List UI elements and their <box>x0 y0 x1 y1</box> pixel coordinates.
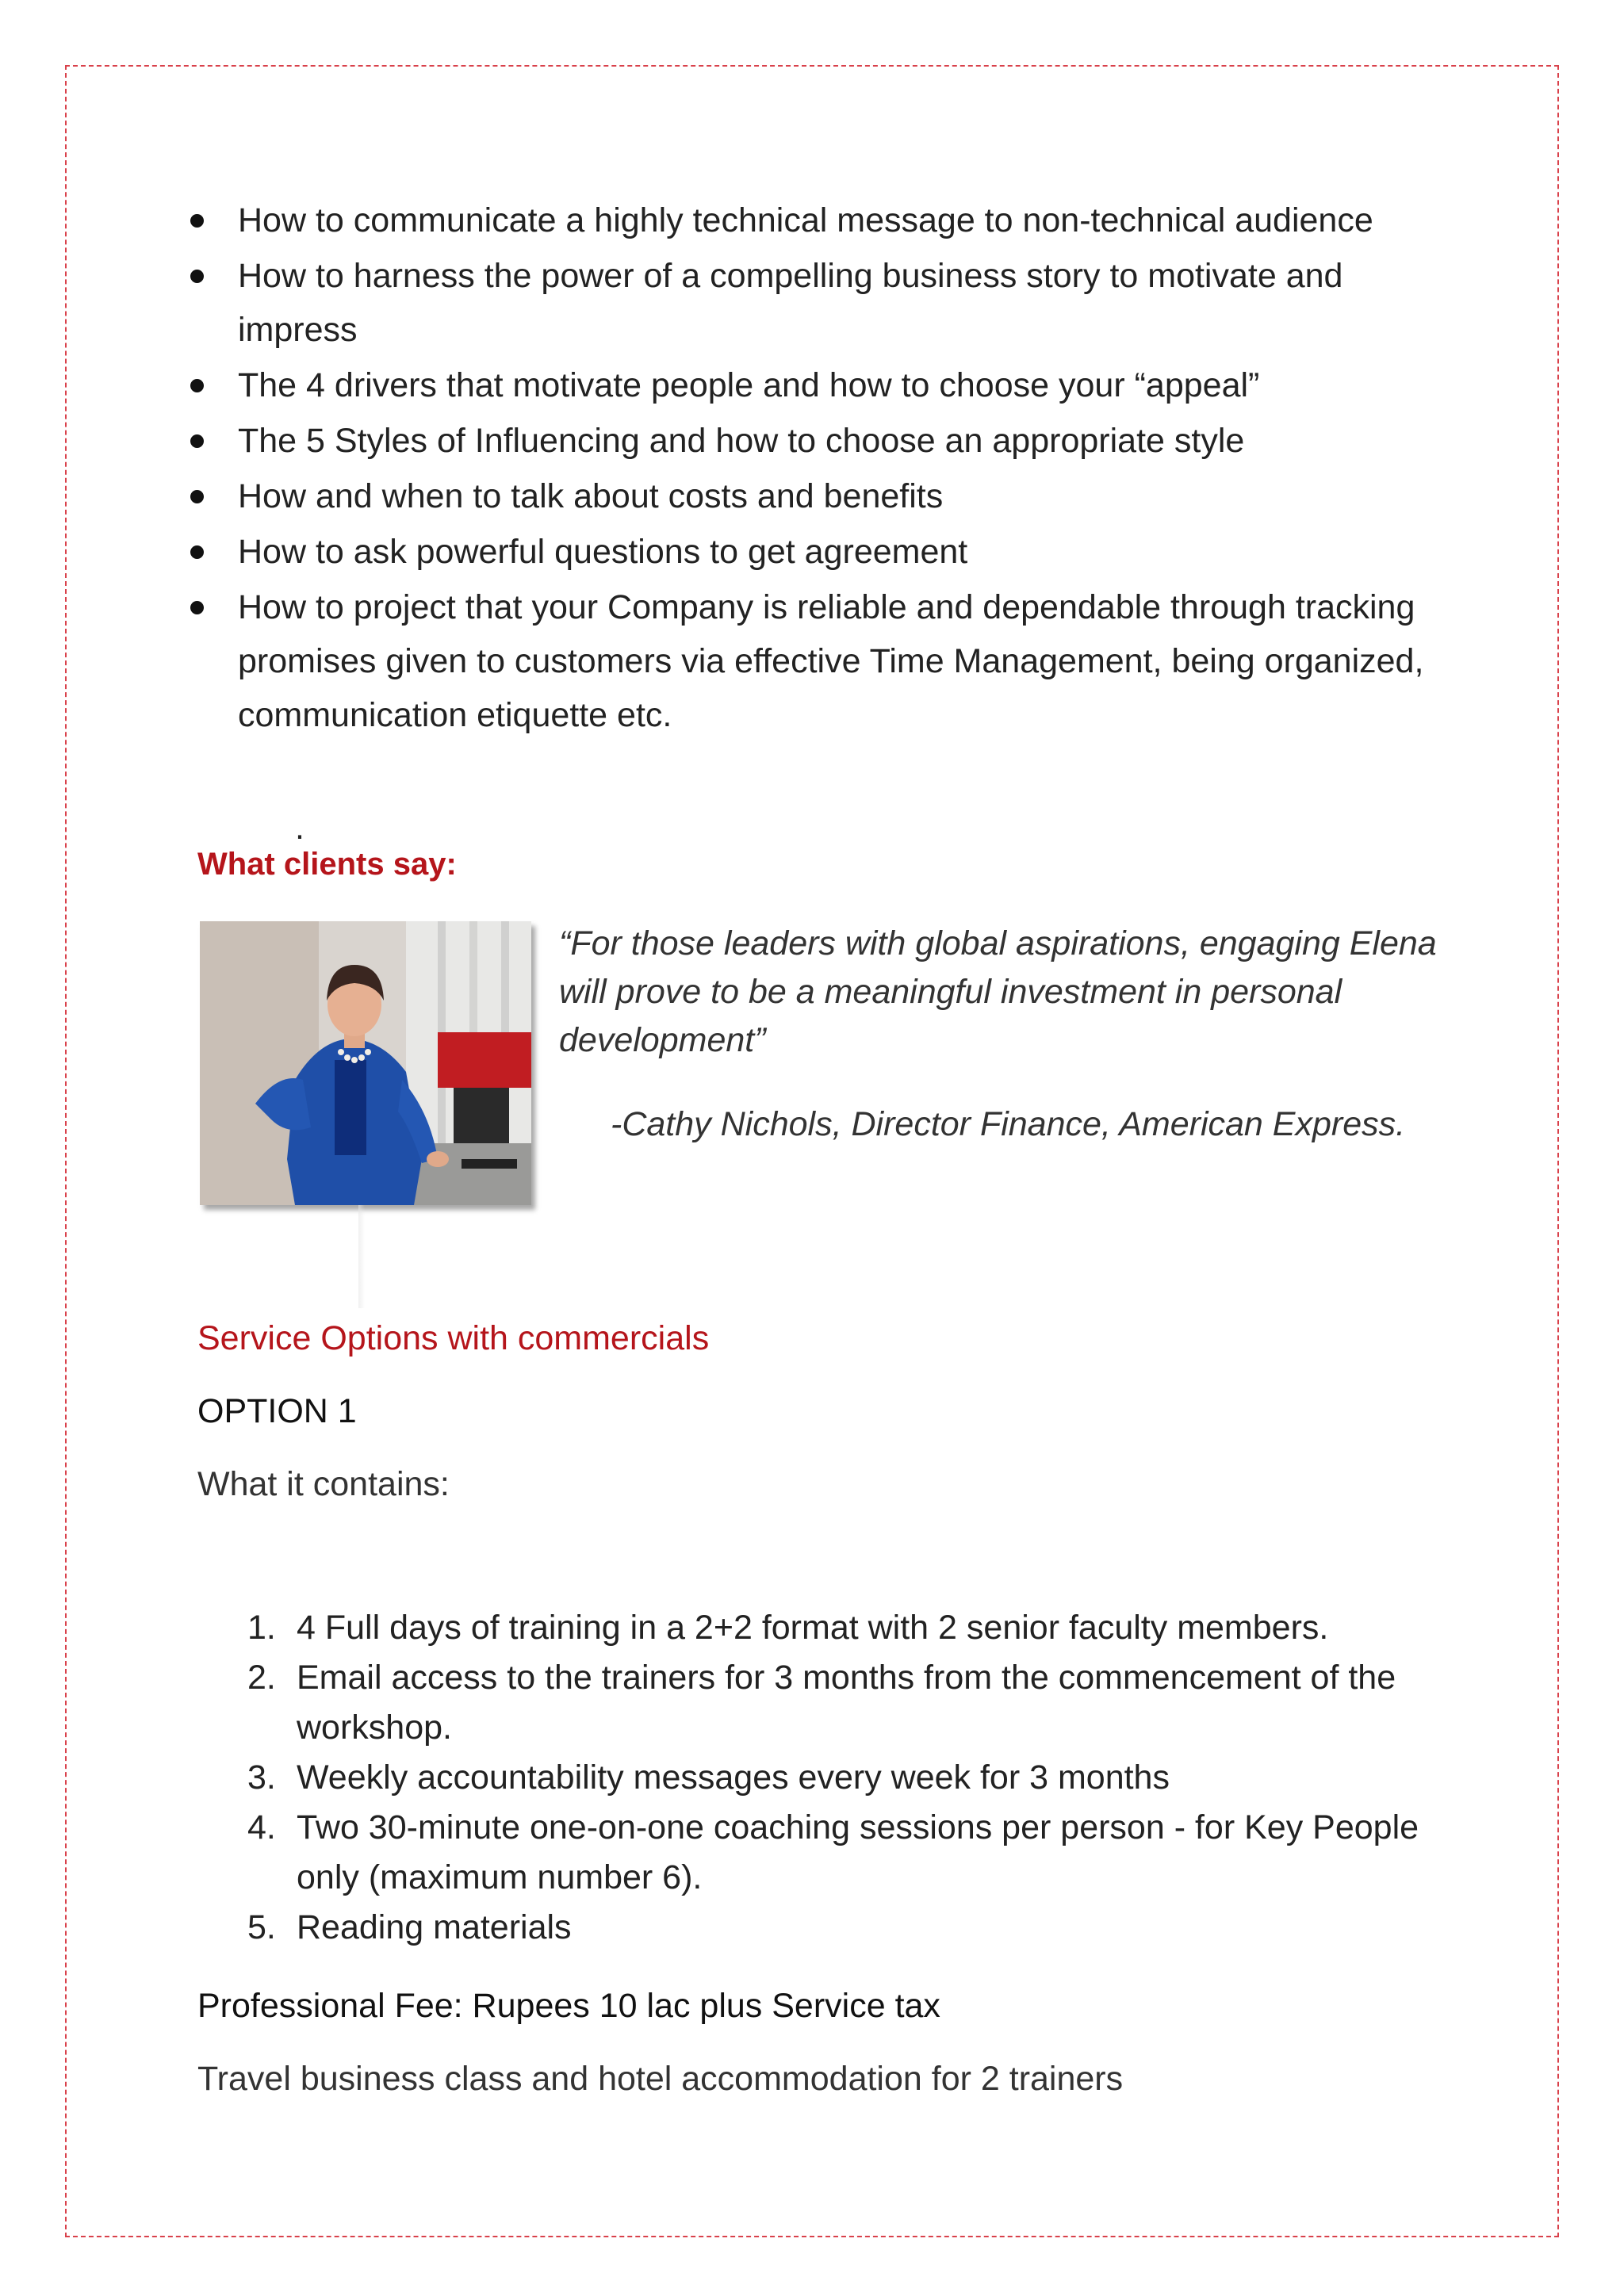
photo-shadow <box>358 1205 365 1308</box>
list-item-text: Two 30-minute one-on-one coaching sessions per person - for Key People only (maximum number 6). <box>297 1808 1419 1896</box>
bullet-icon <box>190 601 204 614</box>
list-item <box>238 469 1459 523</box>
testimonial-photo <box>200 921 531 1205</box>
option-contents-list <box>238 1603 1459 1953</box>
bullet-icon <box>190 490 204 503</box>
contains-label: What it contains: <box>197 1465 450 1503</box>
topics-bullet-list <box>238 193 1459 744</box>
list-item-text: Reading materials <box>297 1908 572 1946</box>
list-item-text: Weekly accountability messages every week for 3 months <box>297 1758 1170 1797</box>
list-item <box>238 1603 1459 1653</box>
list-item <box>238 1903 1459 1953</box>
list-item <box>238 580 1459 742</box>
testimonial-attribution: -Cathy Nichols, Director Finance, American Express. <box>611 1105 1406 1143</box>
list-item-text: Email access to the trainers for 3 months from the commencement of the workshop. <box>297 1659 1396 1747</box>
travel-note: Travel business class and hotel accommodation for 2 trainers <box>197 2060 1124 2098</box>
list-item <box>238 358 1459 412</box>
clients-heading: What clients say: <box>197 847 457 882</box>
list-item-text: The 5 Styles of Influencing and how to choose an appropriate style <box>238 422 1245 460</box>
list-item-text: How to communicate a highly technical message to non-technical audience <box>238 201 1373 239</box>
service-options-heading: Service Options with commercials <box>197 1319 710 1357</box>
option-title: OPTION 1 <box>197 1392 357 1430</box>
list-item-text: How to harness the power of a compelling business story to motivate and impress <box>238 257 1343 349</box>
list-item <box>238 1803 1459 1903</box>
stray-period: . <box>295 809 304 847</box>
list-item <box>238 525 1459 579</box>
list-item-number: 4. <box>247 1808 276 1846</box>
list-item <box>238 414 1459 468</box>
person-photo-icon <box>200 921 531 1205</box>
list-item <box>238 1753 1459 1803</box>
list-item-text: 4 Full days of training in a 2+2 format with 2 senior faculty members. <box>297 1609 1329 1647</box>
testimonial-quote: “For those leaders with global aspirations, engaging Elena will prove to be a meaningful investment in personal development” <box>559 924 1437 1059</box>
bullet-icon <box>190 379 204 392</box>
list-item <box>238 249 1459 357</box>
list-item-text: How to project that your Company is reliable and dependable through tracking promises given to customers via effective Time Management, being organized, communication etiquette etc. <box>238 588 1424 734</box>
list-item-text: The 4 drivers that motivate people and how to choose your “appeal” <box>238 366 1260 404</box>
list-item-number: 1. <box>247 1609 276 1647</box>
list-item <box>238 193 1459 247</box>
list-item-number: 2. <box>247 1659 276 1697</box>
list-item-number: 5. <box>247 1908 276 1946</box>
bullet-icon <box>190 270 204 283</box>
bullet-icon <box>190 214 204 228</box>
list-item-text: How and when to talk about costs and benefits <box>238 477 944 515</box>
list-item-text: How to ask powerful questions to get agreement <box>238 533 968 571</box>
professional-fee: Professional Fee: Rupees 10 lac plus Service tax <box>197 1987 940 2025</box>
list-item <box>238 1653 1459 1753</box>
bullet-icon <box>190 545 204 559</box>
bullet-icon <box>190 434 204 448</box>
list-item-number: 3. <box>247 1758 276 1797</box>
